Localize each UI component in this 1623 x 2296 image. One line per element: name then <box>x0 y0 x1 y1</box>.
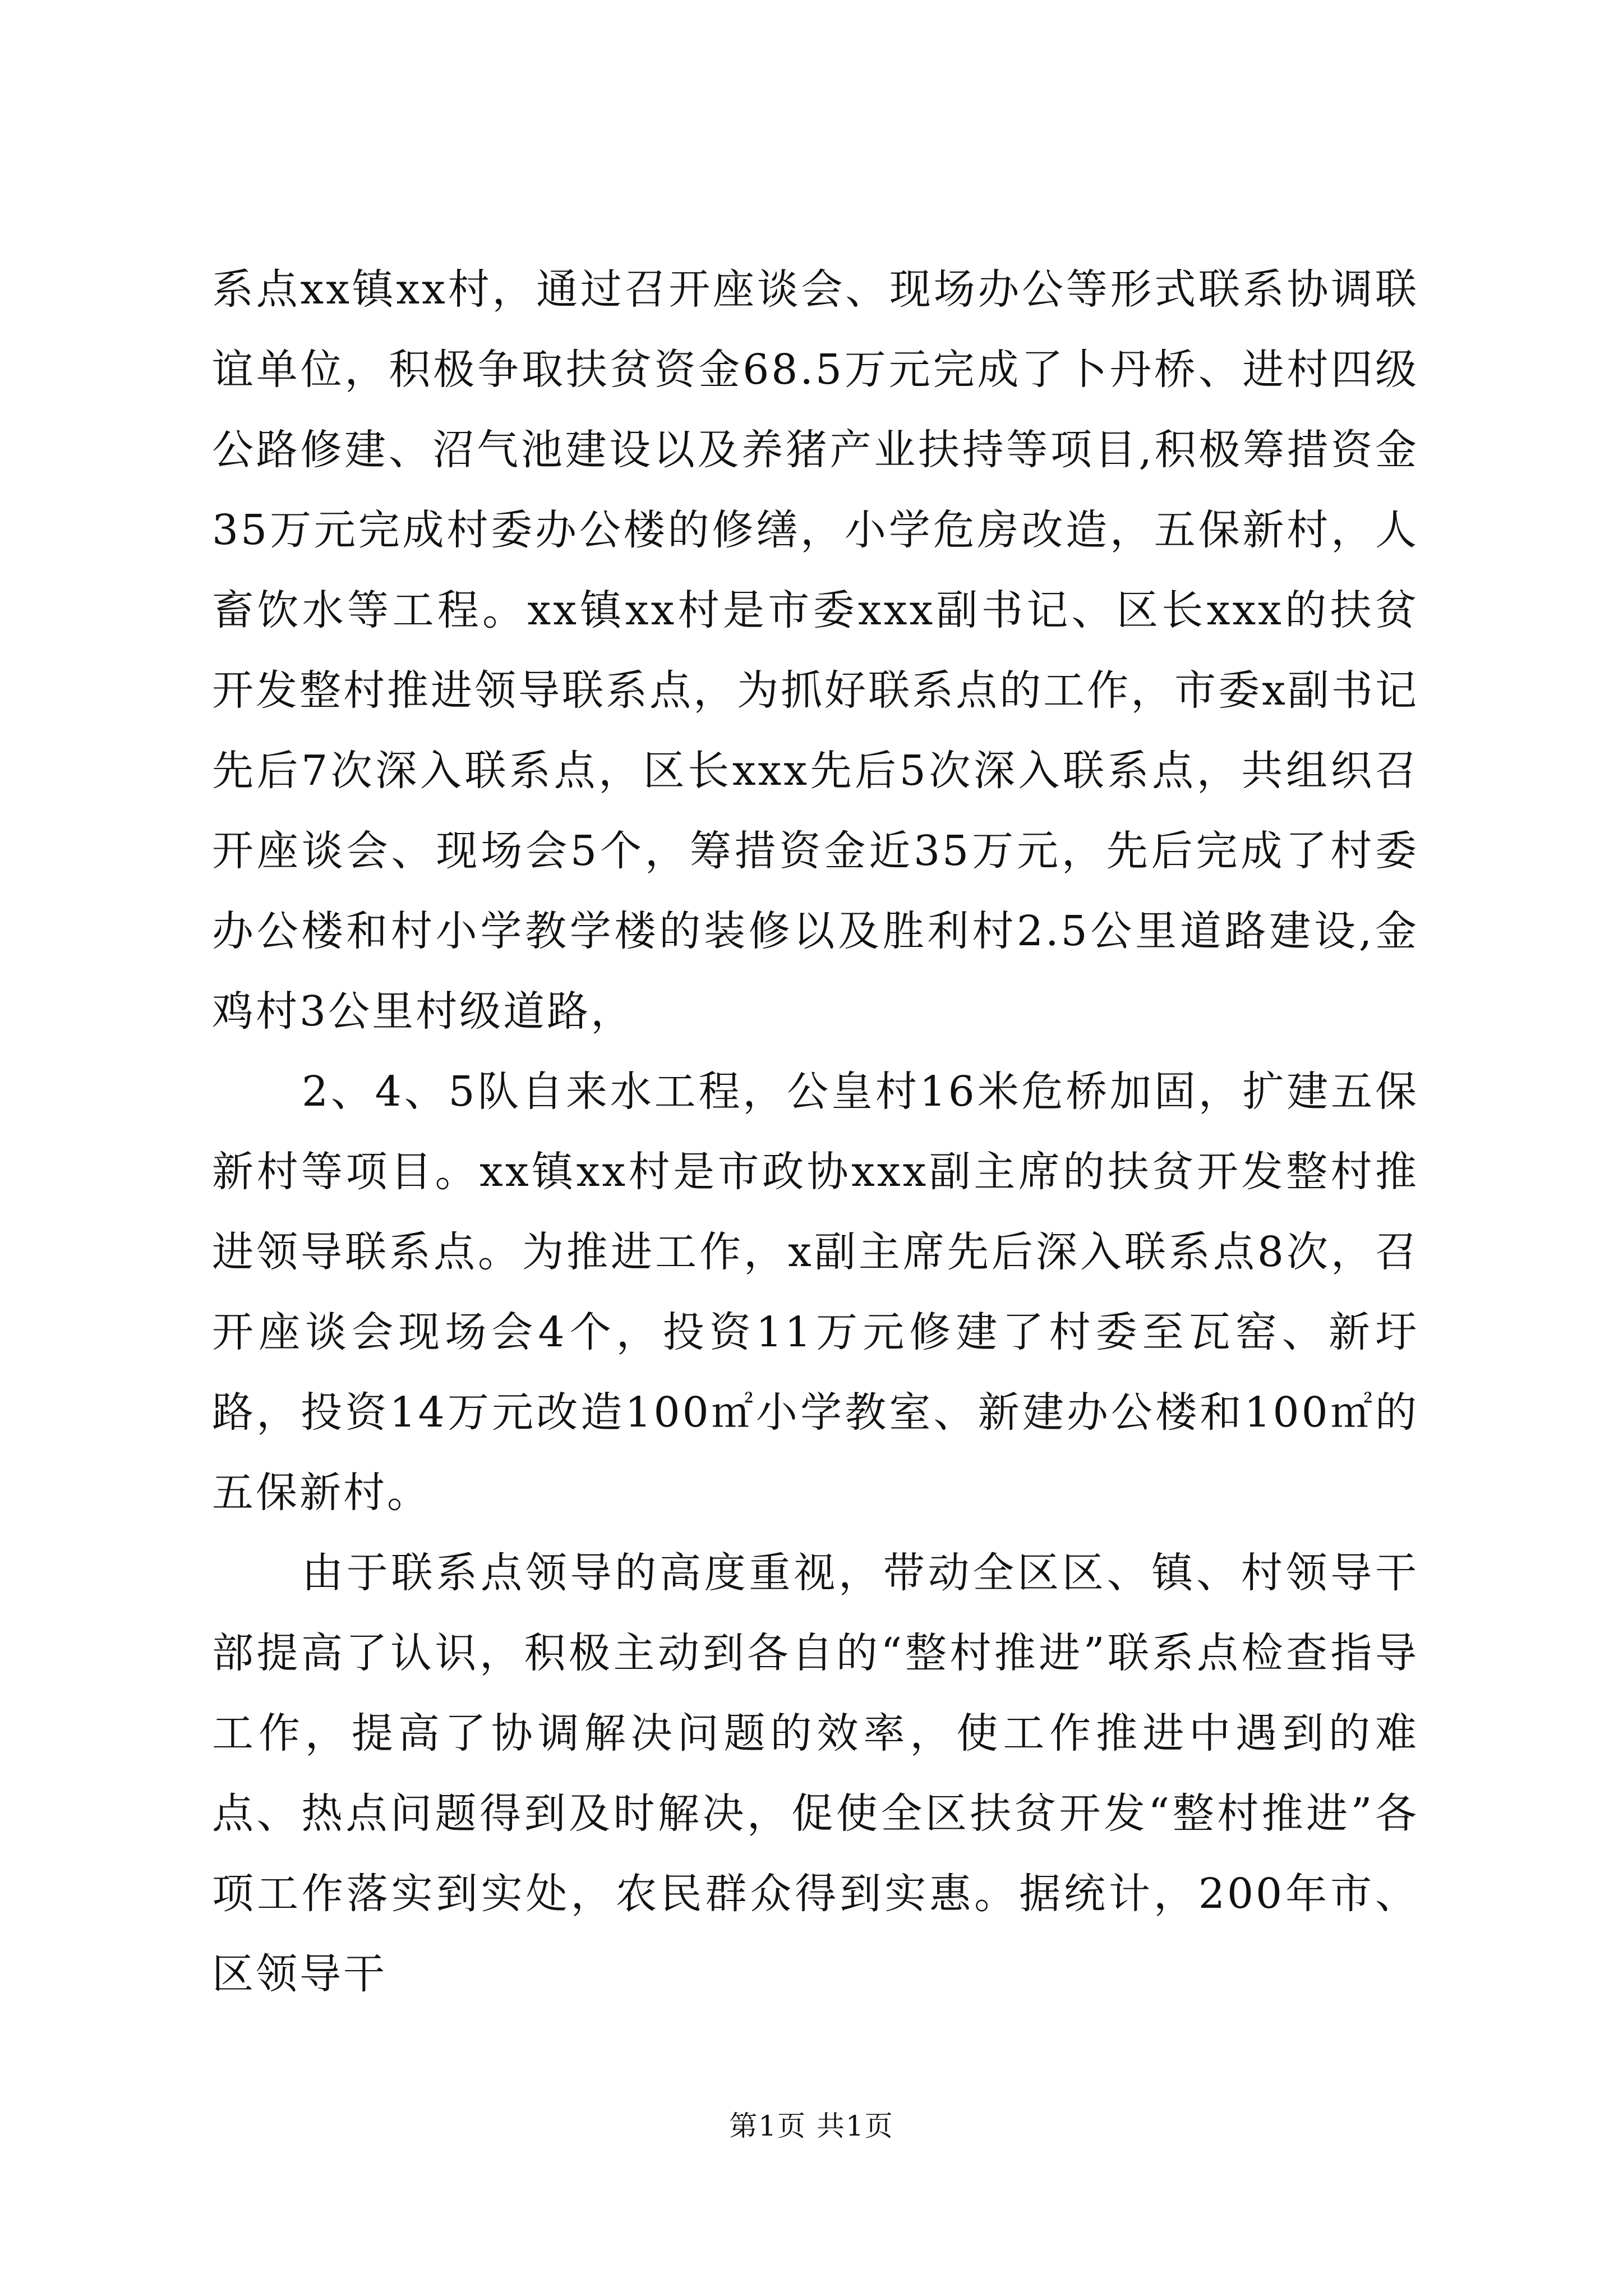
paragraph-2: 2、4、5队自来水工程，公皇村16米危桥加固，扩建五保新村等项目。xx镇xx村是市政协xxx副主席的扶贫开发整村推进领导联系点。为推进工作，x副主席先后深入联系点8次，召开座谈会现场会4个，投资11万元修建了村委至瓦窑、新圩路，投资14万元改造100㎡小学教室、新建办公楼和100㎡的五保新村。 <box>212 1068 1419 1517</box>
paragraph-1: 系点xx镇xx村，通过召开座谈会、现场办公等形式联系协调联谊单位，积极争取扶贫资金68.5万元完成了卜丹桥、进村四级公路修建、沼气池建设以及养猪产业扶持等项目,积极筹措资金35万元完成村委办公楼的修缮，小学危房改造，五保新村，人畜饮水等工程。xx镇xx村是市委xxx副书记、区长xxx的扶贫开发整村推进领导联系点，为抓好联系点的工作，市委x副书记先后7次深入联系点，区长xxx先后5次深入联系点，共组织召开座谈会、现场会5个，筹措资金近35万元，先后完成了村委办公楼和村小学教学楼的装修以及胜利村2.5公里道路建设,金鸡村3公里村级道路， <box>212 265 1419 1036</box>
paragraph-3: 由于联系点领导的高度重视，带动全区区、镇、村领导干部提高了认识，积极主动到各自的“整村推进”联系点检查指导工作，提高了协调解决问题的效率，使工作推进中遇到的难点、热点问题得到及时解决，促使全区扶贫开发“整村推进”各项工作落实到实处，农民群众得到实惠。据统计，200年市、区领导干 <box>212 1549 1419 1998</box>
document-body <box>212 250 1419 2014</box>
page-number-footer: 第1页 共1页 <box>729 2110 894 2142</box>
